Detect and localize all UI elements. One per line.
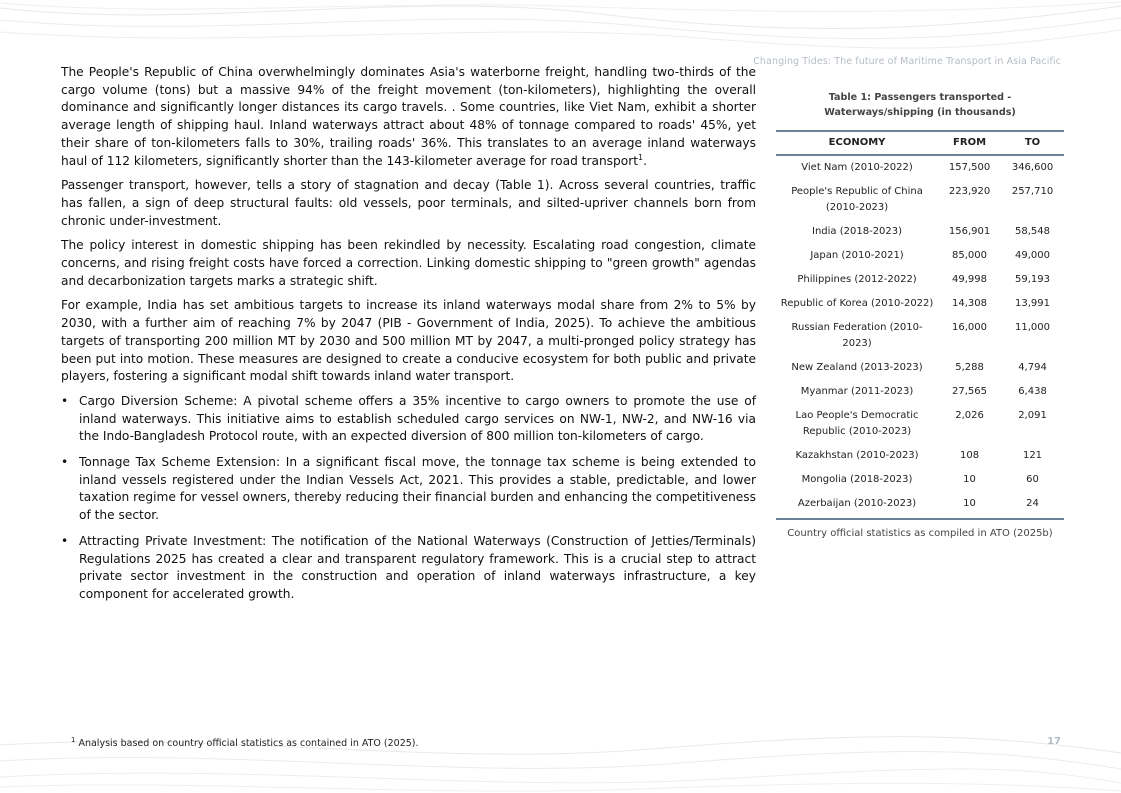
to-cell: 257,710 [1011, 186, 1054, 197]
economy-cell: India (2018-2023) [812, 226, 903, 237]
to-cell: 60 [1026, 474, 1039, 485]
to-cell: 24 [1001, 492, 1064, 519]
to-cell: 121 [1022, 450, 1043, 461]
from-cell: 27,565 [952, 386, 988, 397]
from-cell: 157,500 [948, 162, 991, 173]
footnote-marker: 1 [71, 736, 76, 744]
to-cell: 2,091 [1018, 410, 1047, 421]
economy-cell: Kazakhstan (2010-2023) [795, 450, 919, 461]
table-row [776, 468, 1064, 492]
bullet-item: • Tonnage Tax Scheme Extension: In a significant fiscal move, the tonnage tax scheme is being extended to inland vessels registered under the Indian Vessels Act, 2021. This provides a stable, predictable, and lower taxation regime for vessel owners, thereby reducing their financial burden and enhancing the competitiveness of the sector. [61, 454, 756, 525]
from-cell: 10 [963, 474, 976, 485]
table-row [776, 404, 1064, 444]
from-cell: 16,000 [952, 322, 988, 333]
footnote [71, 736, 419, 749]
from-cell: 108 [959, 450, 980, 461]
economy-cell: Japan (2010-2021) [810, 250, 904, 261]
table-row [776, 268, 1064, 292]
economy-cell: People's Republic of China (2010-2023) [791, 186, 923, 213]
table-row [776, 356, 1064, 380]
table-row [776, 316, 1064, 356]
policy-bullet-list [61, 393, 756, 604]
economy-cell: Russian Federation (2010-2023) [791, 322, 923, 349]
table-row [776, 180, 1064, 220]
to-cell: 13,991 [1015, 298, 1050, 309]
economy-cell: Philippines (2012-2022) [797, 274, 917, 285]
paragraph: The People's Republic of China overwhelmingly dominates Asia's waterborne freight, handling two-thirds of the cargo volume (tons) but a massive 94% of the freight movement (ton-kilometers), highlighting the overall dominance and significantly longer distances its cargo travels. . Some countries, like Viet Nam, exhibit a shorter average length of shipping haul. Inland waterways attract about 48% of tonnage compared to roads' 45%, yet their share of ton-kilometers falls to 30%, trailing roads' 36%. This translates to an average inland waterways haul of 112 kilometers, significantly shorter than the 143-kilometer average for road transport$^1$. [61, 65, 756, 168]
table-row [776, 220, 1064, 244]
page-number: 17 [1047, 736, 1061, 747]
economy-cell: Azerbaijan (2010-2023) [776, 492, 938, 519]
economy-cell: Myanmar (2011-2023) [800, 386, 914, 397]
table-row [776, 244, 1064, 268]
to-cell: 11,000 [1015, 322, 1050, 333]
table-row [776, 444, 1064, 468]
to-cell: 4,794 [1018, 362, 1047, 373]
footnote-text: Analysis based on country official statistics as contained in ATO (2025). [78, 738, 419, 750]
bullet-item: • Cargo Diversion Scheme: A pivotal scheme offers a 35% incentive to cargo owners to promote the use of inland waterways. This initiative aims to establish scheduled cargo services on NW-1, NW-2, and NW-16 via the Indo-Bangladesh Protocol route, with an expected diversion of 800 million ton-kilometers of cargo. [61, 393, 756, 446]
to-cell: 346,600 [1011, 162, 1054, 173]
from-cell: 85,000 [952, 250, 988, 261]
column-header-from: FROM [938, 131, 1001, 155]
from-cell: 223,920 [948, 186, 991, 197]
paragraph: Passenger transport, however, tells a story of stagnation and decay (Table 1). Across several countries, traffic has fallen, a sign of deep structural faults: old vessels, poor terminals, and silted-upriver channels born from chronic under-investment. [61, 178, 756, 228]
economy-cell: Republic of Korea (2010-2022) [780, 298, 934, 309]
economy-cell: Mongolia (2018-2023) [801, 474, 913, 485]
table-source-note: Country official statistics as compiled in ATO (2025b) [787, 528, 1053, 539]
table-row [776, 492, 1064, 519]
to-cell: 49,000 [1015, 250, 1050, 261]
main-text-column [61, 64, 756, 612]
table-row [776, 155, 1064, 180]
table-row [776, 292, 1064, 316]
to-cell: 59,193 [1015, 274, 1050, 285]
from-cell: 49,998 [952, 274, 988, 285]
column-header-to: TO [1001, 131, 1064, 155]
from-cell: 14,308 [952, 298, 988, 309]
table-row [776, 380, 1064, 404]
from-cell: 5,288 [955, 362, 984, 373]
table-caption: Table 1: Passengers transported - Waterways/shipping (in thousands) [824, 92, 1016, 118]
table-header-row [776, 131, 1064, 155]
footer-wave-decoration [0, 723, 1121, 793]
economy-cell: New Zealand (2013-2023) [791, 362, 923, 373]
economy-cell: Viet Nam (2010-2022) [801, 162, 913, 173]
paragraph: For example, India has set ambitious targets to increase its inland waterways modal share from 2% to 5% by 2030, with a further aim of reaching 7% by 2047 (PIB - Government of India, 2025). To achieve the ambitious targets of transporting 200 million MT by 2030 and 500 million MT by 2047, a multi-pronged policy strategy has been put into motion. These measures are designed to create a conducive ecosystem for both public and private players, fostering a significant modal shift towards inland water transport. [61, 298, 756, 384]
header-wave-decoration [0, 0, 1121, 60]
running-header: Changing Tides: The future of Maritime Transport in Asia Pacific [753, 56, 1061, 67]
to-cell: 58,548 [1015, 226, 1050, 237]
bullet-item: • Attracting Private Investment: The notification of the National Waterways (Construction of Jetties/Terminals) Regulations 2025 has created a clear and transparent regulatory framework. This is a crucial step to attract private sector investment in the construction and operation of inland waterways infrastructure, a key component for accelerated growth. [61, 533, 756, 604]
paragraph: The policy interest in domestic shipping has been rekindled by necessity. Escalating road congestion, climate concerns, and rising freight costs have forced a correction. Linking domestic shipping to "green growth" agendas and decarbonization targets marks a strategic shift. [61, 238, 756, 288]
column-header-economy: ECONOMY [776, 131, 938, 155]
from-cell: 10 [938, 492, 1001, 519]
from-cell: 2,026 [955, 410, 984, 421]
passengers-table-block [776, 90, 1064, 539]
economy-cell: Lao People's Democratic Republic (2010-2023) [795, 410, 919, 437]
to-cell: 6,438 [1018, 386, 1047, 397]
footnote-reference[interactable]: 1 [638, 152, 644, 162]
from-cell: 156,901 [948, 226, 991, 237]
passengers-table [776, 130, 1064, 520]
